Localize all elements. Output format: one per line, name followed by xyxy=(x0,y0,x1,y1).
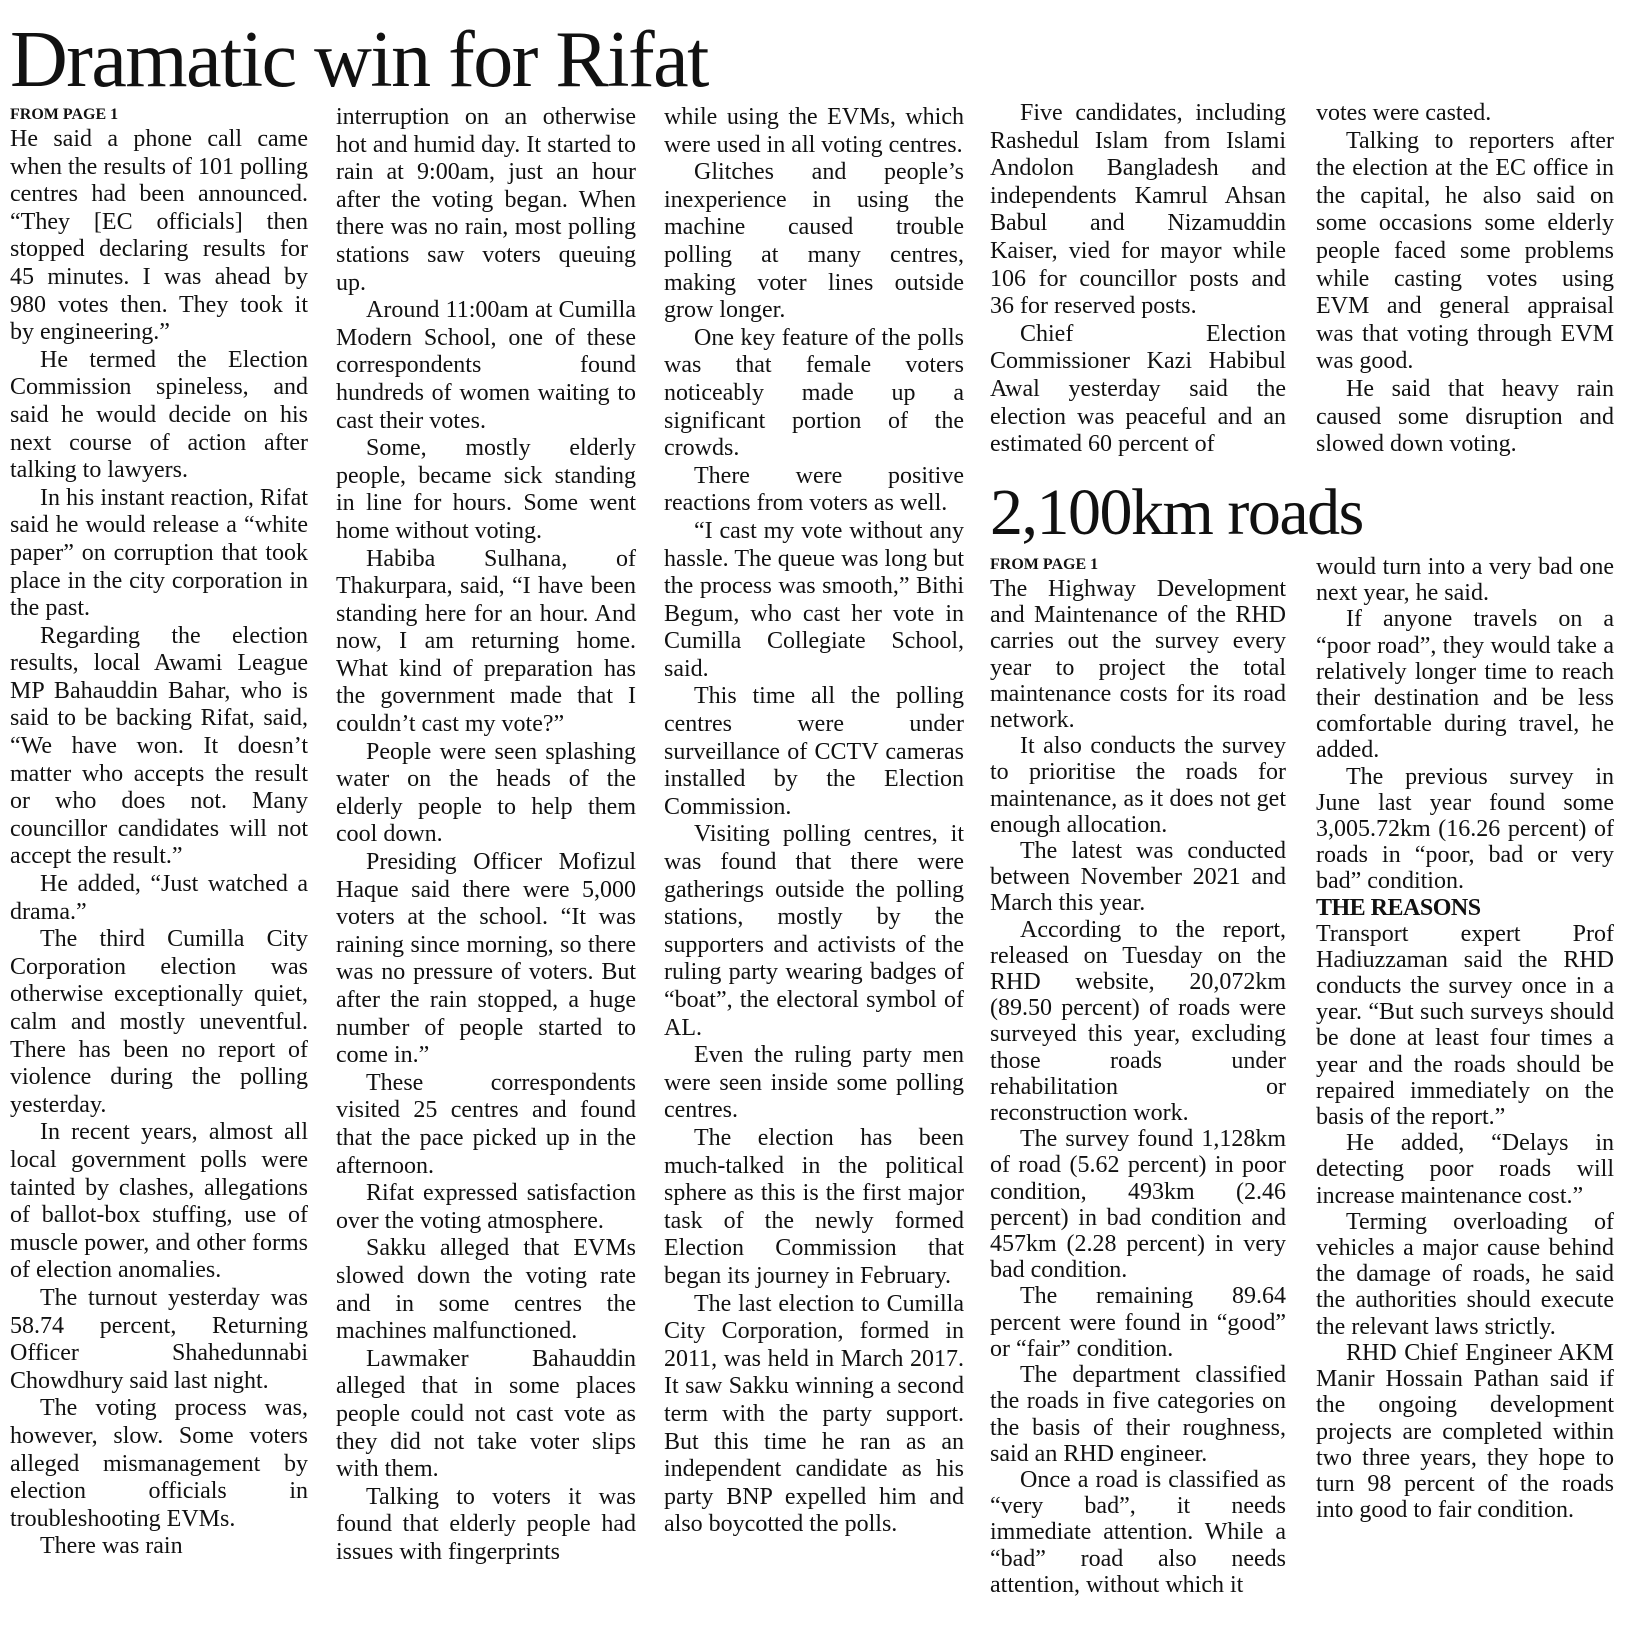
story1-column-1 xyxy=(10,104,308,1561)
paragraph: The latest was conducted between November 2021 and March this year. xyxy=(990,838,1286,917)
paragraph: Even the ruling party men were seen inside some polling centres. xyxy=(664,1042,964,1124)
paragraph: In his instant reaction, Rifat said he would release a “white paper” on corruption that took place in the city corporation in the past. xyxy=(10,484,308,622)
paragraph: This time all the polling centres were under surveillance of CCTV cameras installed by the Election Commission. xyxy=(664,683,964,820)
paragraph: Around 11:00am at Cumilla Modern School, one of these correspondents found hundreds of women waiting to cast their votes. xyxy=(336,297,636,434)
paragraph: He said that heavy rain caused some disruption and slowed down voting. xyxy=(1316,375,1614,458)
paragraph: One key feature of the polls was that female voters noticeably made up a significant portion of the crowds. xyxy=(664,324,964,462)
paragraph: There were positive reactions from voters as well. xyxy=(664,462,964,517)
paragraph: These correspondents visited 25 centres and found that the pace picked up in the afternoon. xyxy=(336,1069,636,1179)
paragraph: votes were casted. xyxy=(1316,100,1492,126)
paragraph: The department classified the roads in five categories on the basis of their roughness, said an RHD engineer. xyxy=(990,1362,1286,1467)
story2-column-2 xyxy=(1316,554,1614,1523)
story2-column-1 xyxy=(990,554,1286,1598)
paragraph: Sakku alleged that EVMs slowed down the voting rate and in some centres the machines malfunctioned. xyxy=(336,1235,636,1345)
story1-column-5 xyxy=(1316,100,1614,459)
story2-kicker: FROM PAGE 1 xyxy=(990,556,1099,573)
paragraph: Chief Election Commissioner Kazi Habibul Awal yesterday said the election was peaceful and an estimated 60 percent of xyxy=(990,320,1286,458)
subhead-the-reasons: THE REASONS xyxy=(1316,894,1481,921)
paragraph: If anyone travels on a “poor road”, they would take a relatively longer time to reach their destination and be less comfortable during travel, he added. xyxy=(1316,606,1614,764)
paragraph: The survey found 1,128km of road (5.62 percent) in poor condition, 493km (2.46 percent) in bad condition and 457km (2.28 percent) in very bad condition. xyxy=(990,1126,1286,1284)
paragraph: Rifat expressed satisfaction over the voting atmosphere. xyxy=(336,1180,636,1234)
paragraph: He termed the Election Commission spineless, and said he would decide on his next course of action after talking to lawyers. xyxy=(10,346,308,484)
paragraph: People were seen splashing water on the heads of the elderly people to help them cool down. xyxy=(336,738,636,848)
paragraph: “I cast my vote without any hassle. The queue was long but the process was smooth,” Bithi Begum, who cast her vote in Cumilla Collegiate School, said. xyxy=(664,517,964,682)
paragraph: There was rain xyxy=(40,1533,183,1560)
paragraph: The remaining 89.64 percent were found in “good” or “fair” condition. xyxy=(990,1283,1286,1362)
story1-kicker: FROM PAGE 1 xyxy=(10,106,119,123)
paragraph: Terming overloading of vehicles a major cause behind the damage of roads, he said the authorities should execute the relevant laws strictly. xyxy=(1316,1208,1614,1340)
paragraph: Habiba Sulhana, of Thakurpara, said, “I have been standing here for an hour. And now, I am returning home. What kind of preparation has the government made that I couldn’t cast my vote?” xyxy=(336,545,636,738)
paragraph: Some, mostly elderly people, became sick standing in line for hours. Some went home without voting. xyxy=(336,435,636,544)
paragraph: Once a road is classified as “very bad”, it needs immediate attention. While a “bad” road also needs attention, without which it xyxy=(990,1466,1286,1598)
paragraph: In recent years, almost all local government polls were tainted by clashes, allegations of ballot-box stuffing, use of muscle power, and other forms of election anomalies. xyxy=(10,1119,308,1284)
paragraph: Presiding Officer Mofizul Haque said there were 5,000 voters at the school. “It was raining since morning, so there was no pressure of voters. But after the rain stopped, a huge number of people started to come in.” xyxy=(336,849,636,1069)
story1-column-2 xyxy=(336,104,636,1566)
headline-dramatic-win: Dramatic win for Rifat xyxy=(10,16,708,104)
paragraph: would turn into a very bad one next year, he said. xyxy=(1316,554,1614,607)
paragraph: The election has been much-talked in the political sphere as this is the first major task of the newly formed Election Commission that began its journey in February. xyxy=(664,1124,964,1289)
headline-roads: 2,100km roads xyxy=(990,476,1363,549)
paragraph: The last election to Cumilla City Corporation, formed in 2011, was held in March 2017. It saw Sakku winning a second term with the party support. But this time he ran as an independent candidate as his party BNP expelled him and also boycotted the polls. xyxy=(664,1290,964,1538)
paragraph: while using the EVMs, which were used in all voting centres. xyxy=(664,104,964,158)
paragraph: interruption on an otherwise hot and humid day. It started to rain at 9:00am, just an hour after the voting began. When there was no rain, most polling stations saw voters queuing up. xyxy=(336,104,636,296)
paragraph: Talking to reporters after the election at the EC office in the capital, he also said on some occasions some elderly people faced some problems while casting votes using EVM and general appraisal was that voting through EVM was good. xyxy=(1316,127,1614,375)
paragraph: It also conducts the survey to prioritise the roads for maintenance, as it does not get enough allocation. xyxy=(990,733,1286,838)
paragraph: Five candidates, including Rashedul Islam from Islami Andolon Bangladesh and independents Kamrul Ahsan Babul and Nizamuddin Kaiser, vied for mayor while 106 for councillor posts and 36 for reserved posts. xyxy=(990,100,1286,320)
paragraph: The turnout yesterday was 58.74 percent, Returning Officer Shahedunnabi Chowdhury said last night. xyxy=(10,1284,308,1394)
paragraph: The previous survey in June last year found some 3,005.72km (16.26 percent) of roads in “poor, bad or very bad” condition. xyxy=(1316,763,1614,895)
paragraph: Regarding the election results, local Awami League MP Bahauddin Bahar, who is said to be backing Rifat, said, “We have won. It doesn’t matter who accepts the result or who does not. Many councillor candidates will not accept the result.” xyxy=(10,622,308,870)
story1-column-3 xyxy=(664,104,964,1539)
paragraph: RHD Chief Engineer AKM Manir Hossain Pathan said if the ongoing development projects are completed within two three years, they hope to turn 98 percent of the roads into good to fair condition. xyxy=(1316,1339,1614,1524)
paragraph: He added, “Delays in detecting poor roads will increase maintenance cost.” xyxy=(1316,1130,1614,1209)
paragraph: The third Cumilla City Corporation election was otherwise exceptionally quiet, calm and mostly uneventful. There has been no report of violence during the polling yesterday. xyxy=(10,926,308,1118)
paragraph: He said a phone call came when the results of 101 polling centres had been announced. “They [EC officials] then stopped declaring results for 45 minutes. I was ahead by 980 votes then. They took it by engineering.” xyxy=(10,126,308,346)
paragraph: Lawmaker Bahauddin alleged that in some places people could not cast vote as they did not take voter slips with them. xyxy=(336,1345,636,1483)
paragraph: Talking to voters it was found that elderly people had issues with fingerprints xyxy=(336,1483,636,1565)
paragraph: He added, “Just watched a drama.” xyxy=(10,871,308,925)
paragraph: Visiting polling centres, it was found that there were gatherings outside the polling stations, mostly by the supporters and activists of the ruling party wearing badges of “boat”, the electoral symbol of AL. xyxy=(664,821,964,1041)
paragraph: According to the report, released on Tuesday on the RHD website, 20,072km (89.50 percent) of roads were surveyed this year, excluding those roads under rehabilitation or reconstruction work. xyxy=(990,916,1286,1127)
story1-column-4 xyxy=(990,100,1286,459)
paragraph: Glitches and people’s inexperience in using the machine caused trouble polling at many centres, making voter lines outside grow longer. xyxy=(664,159,964,324)
paragraph: The Highway Development and Maintenance of the RHD carries out the survey every year to project the total maintenance costs for its road network. xyxy=(990,576,1286,734)
paragraph: The voting process was, however, slow. Some voters alleged mismanagement by election officials in troubleshooting EVMs. xyxy=(10,1395,308,1532)
paragraph: Transport expert Prof Hadiuzzaman said the RHD conducts the survey once in a year. “But such surveys should be done at least four times a year and the roads should be repaired immediately on the basis of the report.” xyxy=(1316,920,1614,1131)
